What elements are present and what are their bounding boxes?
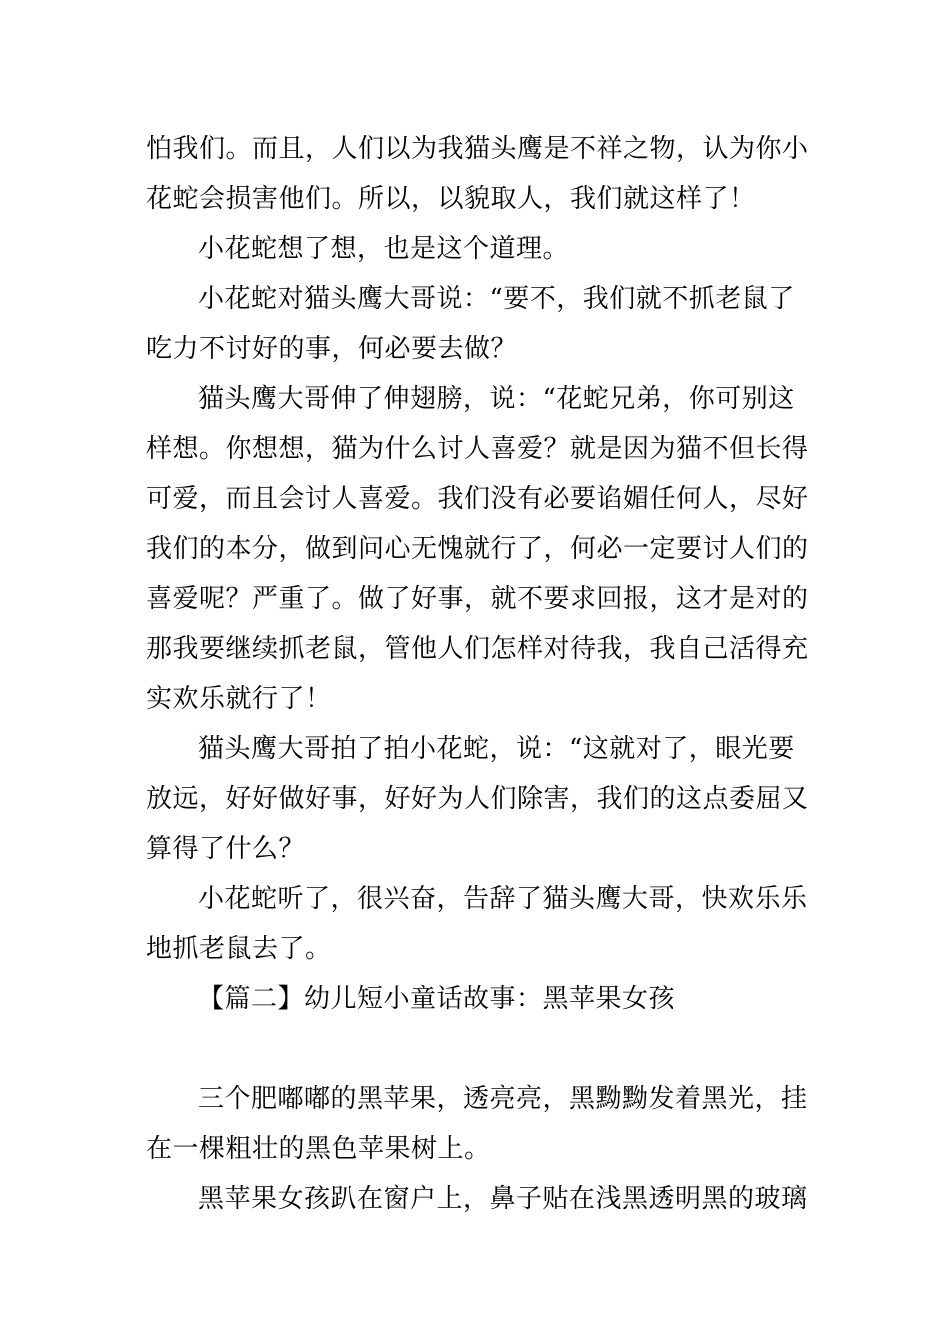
- paragraph-start: 黑苹果女孩趴在窗户上，鼻子贴在浅黑透明黑的玻璃: [198, 1184, 808, 1214]
- text-line: 花蛇会损害他们。所以，以貌取人，我们就这样了！: [146, 184, 756, 214]
- paragraph-start: 猫头鹰大哥拍了拍小花蛇，说：“这就对了，眼光要: [198, 734, 795, 764]
- text-line: 放远，好好做好事，好好为人们除害，我们的这点委屈又: [146, 784, 809, 814]
- text-line: 地抓老鼠去了。: [146, 934, 332, 964]
- text-line: 我们的本分，做到问心无愧就行了，何必一定要讨人们的: [146, 534, 809, 564]
- text-line: 实欢乐就行了！: [146, 684, 332, 714]
- paragraph-start: 小花蛇对猫头鹰大哥说：“要不，我们就不抓老鼠了: [198, 284, 795, 314]
- text-line: 可爱，而且会讨人喜爱。我们没有必要谄媚任何人，尽好: [146, 484, 809, 514]
- paragraph-start: 猫头鹰大哥伸了伸翅膀，说：“花蛇兄弟，你可别这: [198, 384, 795, 414]
- paragraph-start: 小花蛇想了想，也是这个道理。: [198, 234, 570, 264]
- text-line: 喜爱呢？严重了。做了好事，就不要求回报，这才是对的: [146, 584, 809, 614]
- text-line: 算得了什么？: [146, 834, 306, 864]
- paragraph-start: 三个肥嘟嘟的黑苹果，透亮亮，黑黝黝发着黑光，挂: [198, 1084, 808, 1114]
- text-line: 怕我们。而且，人们以为我猫头鹰是不祥之物，认为你小: [146, 134, 809, 164]
- text-line: 样想。你想想，猫为什么讨人喜爱？就是因为猫不但长得: [146, 434, 809, 464]
- text-line: 那我要继续抓老鼠，管他人们怎样对待我，我自己活得充: [146, 634, 809, 664]
- section-heading: 【篇二】幼儿短小童话故事：黑苹果女孩: [198, 984, 676, 1014]
- paragraph-start: 小花蛇听了，很兴奋，告辞了猫头鹰大哥，快欢乐乐: [198, 884, 808, 914]
- text-line: 在一棵粗壮的黑色苹果树上。: [146, 1134, 491, 1164]
- text-line: 吃力不讨好的事，何必要去做？: [146, 334, 518, 364]
